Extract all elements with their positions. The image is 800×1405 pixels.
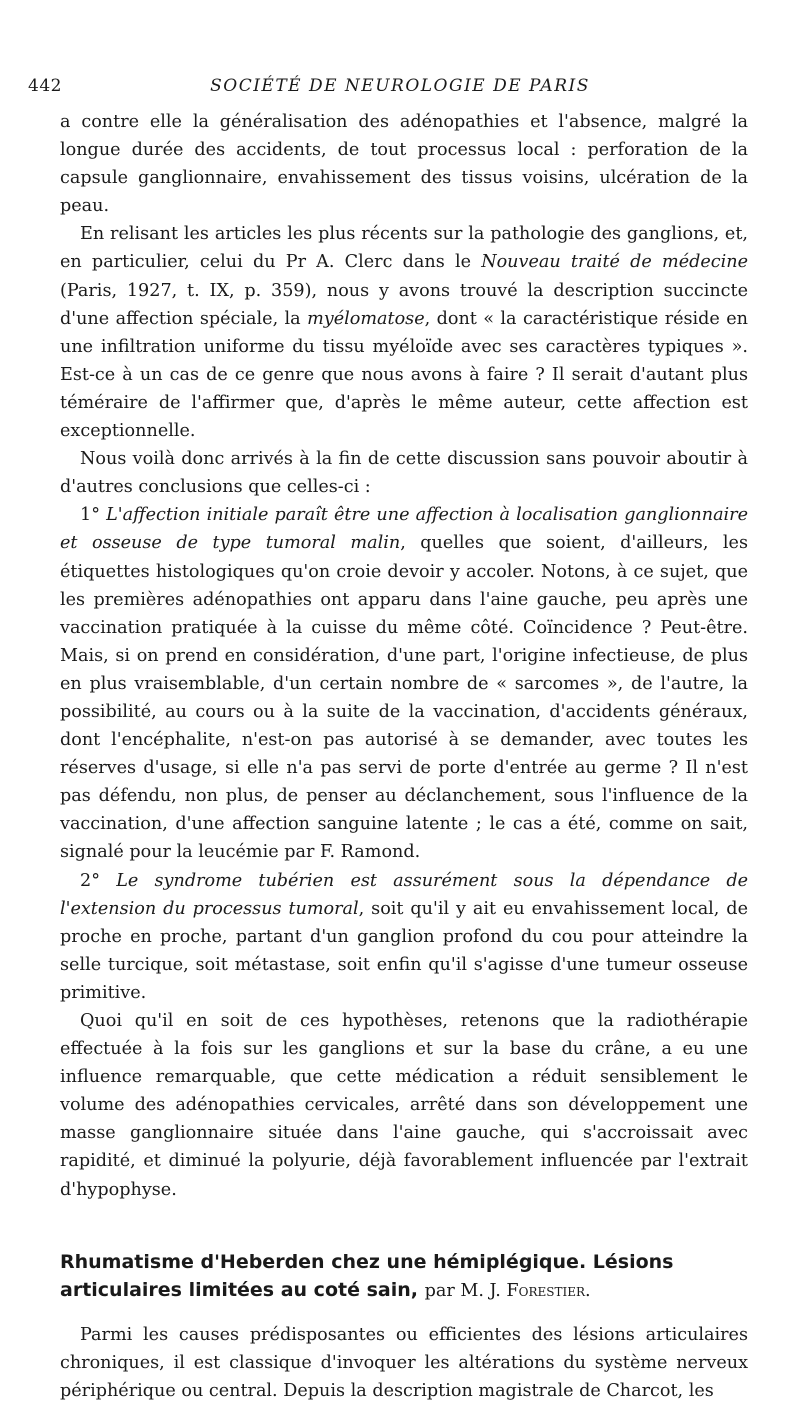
paragraph: Quoi qu'il en soit de ces hypothèses, retenons que la radiothérapie effectuée à la fois sur les ganglions et sur la base du crâne, a eu une influence remarquable, que cette médication a réduit sensiblement le volume des adénopathies cervicales, arrêté dans son développement une masse ganglionnaire située dans l'aine gauche, qui s'accroissait avec rapidité, et diminué la polyurie, déjà favorablement influencée par l'extrait d'hypophyse. (60, 1011, 748, 1200)
list-number: 2° (80, 870, 100, 891)
book-title: Nouveau traité de médecine (481, 252, 749, 273)
article-title-text: Rhumatisme d'Heberden chez une hémiplégique. Lésions articulaires limitées au coté sain, (60, 1250, 674, 1301)
paragraph: Parmi les causes prédisposantes ou efficientes des lésions articulaires chroniques, il est classique d'invoquer les altérations du système nerveux périphérique ou central. Depuis la description magistrale de Charcot, les (60, 1324, 748, 1401)
term-italic: myélomatose (307, 308, 425, 329)
text-run: (Paris, 1927, t. IX, p. 359), nous y avons trouvé la description succincte d'une affection spéciale, la (60, 280, 748, 329)
conclusion-heading: L'affection initiale paraît être une affection à localisation ganglionnaire et osseuse de type tumoral malin (60, 505, 749, 554)
paragraph-conclusion-2 (60, 867, 748, 1007)
author-name: Forestier (506, 1280, 586, 1301)
text-run: , quelles que soient, d'ailleurs, les étiquettes histologiques qu'on croie devoir y accoler. Notons, à ce sujet, que les premières adénopathies ont apparu dans l'aine gauche, peu après une vaccination pratiquée à la cuisse du même côté. Coïncidence ? Peut-être. Mais, si on prend en considération, d'une part, l'origine infectieuse, de plus en plus vraisemblable, d'un certain nombre de « sarcomes », de l'autre, la possibilité, au cours ou à la suite de la vaccination, d'accidents généraux, dont l'encéphalite, n'est-on pas autorisé à se demander, avec toutes les réserves d'usage, si elle n'a pas servi de porte d'entrée au germe ? Il n'est pas défendu, non plus, de penser au déclanchement, sous l'influence de la vaccination, d'une affection sanguine latente ; le cas a été, comme on sait, signalé pour la leucémie par F. Ramond. (60, 533, 748, 863)
text-run: En relisant les articles les plus récents sur la pathologie des ganglions, et, en particulier, celui du Pr A. Clerc dans le (60, 224, 748, 273)
text-run: , dont « la caractéristique réside en une infiltration uniforme du tissu myéloïde avec ses caractères typiques ». Est-ce à un cas de ce genre que nous avons à faire ? Il serait d'autant plus téméraire de l'affirmer que, d'après le même auteur, cette affection est exceptionnelle. (60, 308, 748, 442)
conclusion-heading: Le syndrome tubérien est assurément sous la dépendance de l'extension du processus tumoral (60, 870, 749, 919)
paragraph: a contre elle la généralisation des adénopathies et l'absence, malgré la longue durée des accidents, de tout processus local : perforation de la capsule ganglionnaire, envahissement des tissus voisins, ulcération de la peau. (60, 112, 748, 217)
list-number: 1° (80, 505, 100, 526)
paragraph (60, 220, 748, 445)
page-number: 442 (28, 76, 62, 96)
paragraph: Nous voilà donc arrivés à la fin de cette discussion sans pouvoir aboutir à d'autres conclusions que celles-ci : (60, 449, 748, 498)
byline (425, 1281, 591, 1301)
article-title (60, 1248, 748, 1305)
body-text (60, 108, 748, 1405)
byline-end: . (585, 1280, 591, 1301)
paragraph-conclusion-1 (60, 501, 748, 866)
running-title: SOCIÉTÉ DE NEUROLOGIE DE PARIS (210, 76, 590, 96)
text-run: , soit qu'il y ait eu envahissement local, de proche en proche, partant d'un ganglion profond du cou pour atteindre la selle turcique, soit métastase, soit enfin qu'il s'agisse d'une tumeur osseuse primitive. (60, 898, 748, 1003)
byline-prefix: par M. J. (424, 1280, 507, 1301)
